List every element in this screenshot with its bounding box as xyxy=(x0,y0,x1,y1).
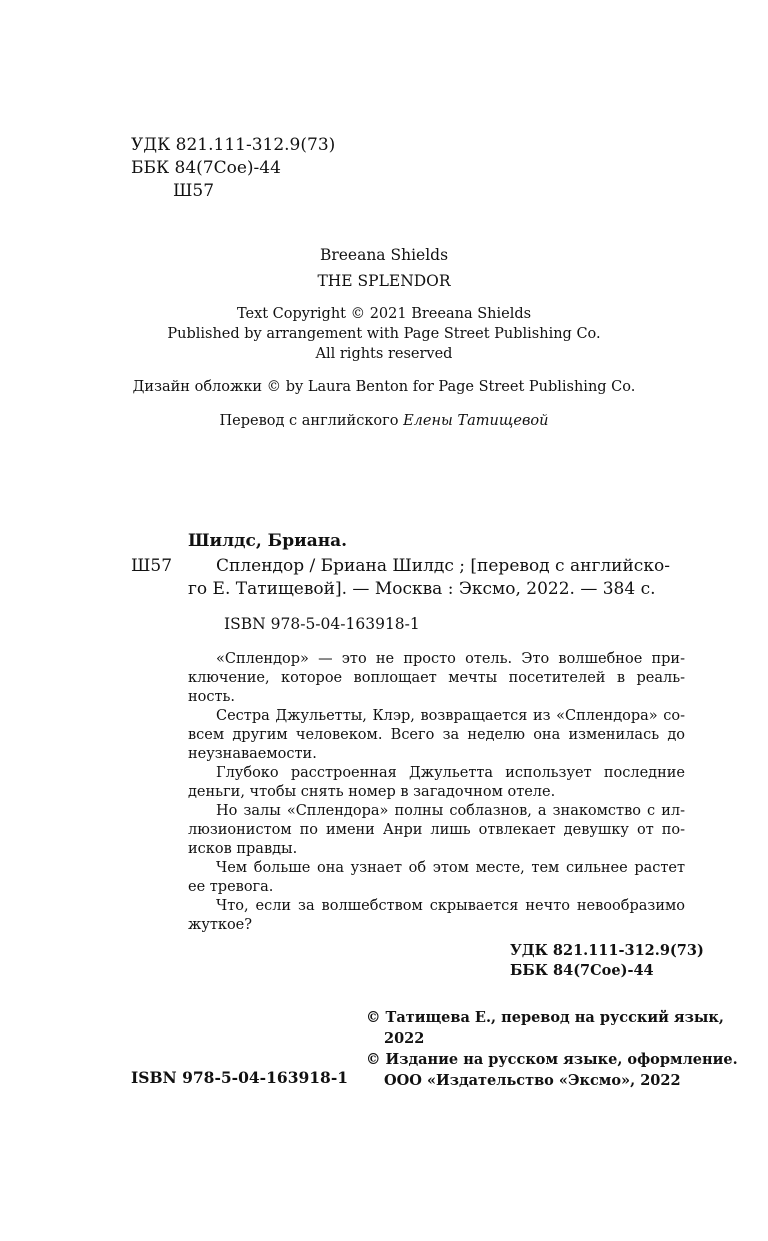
copyright-line: Text Copyright © 2021 Breeana Shields xyxy=(236,306,532,322)
published-line: Published by arrangement with Page Street Publishing Co. xyxy=(167,326,601,342)
annotation-line: исков правды. xyxy=(188,841,298,857)
annotation-line: Что, если за волшебством скрывается нечто невообразимо xyxy=(216,898,685,914)
cover-design-line: Дизайн обложки © by Laura Benton for Page Street Publishing Co. xyxy=(132,379,636,395)
translation-prefix: Перевод с английского xyxy=(219,413,399,429)
catalog-heading: Шилдс, Бриана. xyxy=(188,531,348,551)
annotation-paragraph xyxy=(188,897,685,935)
bbk-code: ББК 84(7Сое)-44 xyxy=(131,158,281,178)
annotation-paragraph xyxy=(188,802,685,859)
annotation-line: неузнаваемости. xyxy=(188,746,317,762)
udk-code: УДК 821.111-312.9(73) xyxy=(131,135,336,155)
annotation-line: деньги, чтобы снять номер в загадочном отеле. xyxy=(188,784,556,800)
translator-name: Елены Татищевой xyxy=(403,413,549,429)
original-author: Breeana Shields xyxy=(319,246,449,264)
annotation-line: жуткое? xyxy=(188,917,253,933)
annotation-line: люзионистом по имени Анри лишь отвлекает девушку от по- xyxy=(188,822,685,838)
catalog-isbn: ISBN 978-5-04-163918-1 xyxy=(224,615,420,633)
translation-line xyxy=(0,412,768,431)
annotation-paragraph xyxy=(188,650,685,707)
annotation-line: ключение, которое воплощает мечты посетителей в реаль- xyxy=(188,670,685,686)
copyright-edition-line-2: ООО «Издательство «Эксмо», 2022 xyxy=(384,1072,681,1089)
bottom-udk-code: УДК 821.111-312.9(73) xyxy=(510,942,704,959)
author-mark: Ш57 xyxy=(173,181,215,201)
copyright-translation-line-2: 2022 xyxy=(384,1030,425,1047)
catalog-line-2: го Е. Татищевой]. — Москва : Эксмо, 2022. — 384 с. xyxy=(188,579,656,599)
catalog-line-1: Сплендор / Бриана Шилдс ; [перевод с английско- xyxy=(216,556,670,576)
annotation-paragraph xyxy=(188,764,685,802)
annotation-line: Чем больше она узнает об этом месте, тем сильнее растет xyxy=(216,860,685,876)
annotation-line: всем другим человеком. Всего за неделю она изменилась до xyxy=(188,727,685,743)
annotation-line: ность. xyxy=(188,689,236,705)
annotation-line: Глубоко расстроенная Джульетта использует последние xyxy=(216,765,685,781)
annotation-line: Сестра Джульетты, Клэр, возвращается из «Сплендора» со- xyxy=(216,708,685,724)
original-title: THE SPLENDOR xyxy=(317,272,451,290)
rights-reserved-line: All rights reserved xyxy=(315,346,453,362)
footer-isbn: ISBN 978-5-04-163918-1 xyxy=(131,1068,349,1087)
annotation xyxy=(188,650,685,935)
annotation-line: ее тревога. xyxy=(188,879,274,895)
copyright-translation-line-1: © Татищева Е., перевод на русский язык, xyxy=(366,1009,724,1026)
annotation-paragraph xyxy=(188,859,685,897)
bottom-bbk-code: ББК 84(7Сое)-44 xyxy=(510,962,654,979)
copyright-edition-line-1: © Издание на русском языке, оформление. xyxy=(366,1051,738,1068)
annotation-line: «Сплендор» — это не просто отель. Это волшебное при- xyxy=(216,651,685,667)
annotation-line: Но залы «Сплендора» полны соблазнов, а знакомство с ил- xyxy=(216,803,685,819)
annotation-paragraph xyxy=(188,707,685,764)
catalog-mark: Ш57 xyxy=(131,556,173,576)
